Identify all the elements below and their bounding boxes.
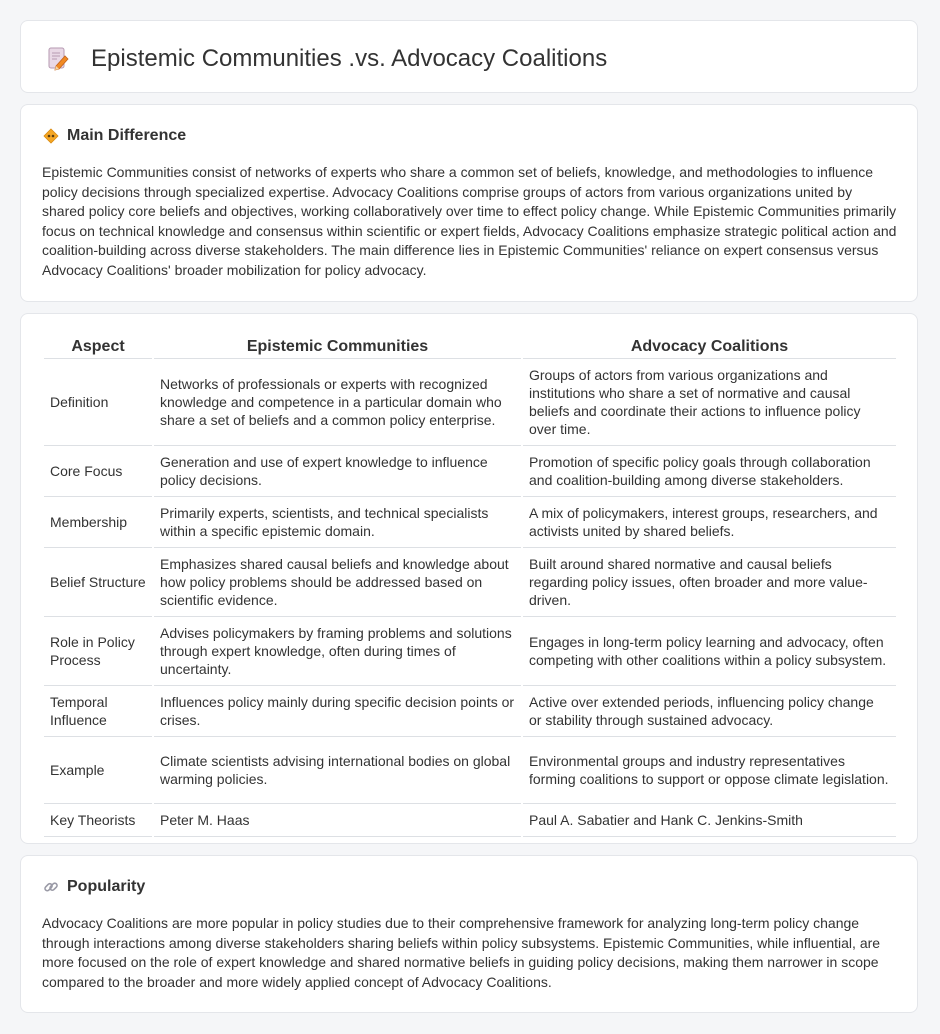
epistemic-cell: Peter M. Haas (154, 804, 521, 837)
aspect-cell: Belief Structure (44, 548, 152, 617)
aspect-cell: Temporal Influence (44, 686, 152, 737)
table-row (44, 617, 896, 686)
advocacy-cell: Groups of actors from various organizations and institutions who share a set of normative and causal beliefs and coordinate their actions to influence policy over time. (523, 359, 896, 446)
document-pencil-icon (47, 46, 69, 72)
page-title: Epistemic Communities .vs. Advocacy Coalitions (91, 45, 608, 72)
table-row (44, 497, 896, 548)
main-difference-text: Epistemic Communities consist of networks of experts who share a common set of beliefs, knowledge, and methodologies to influence policy decisions through specialized expertise. Advocacy Coalitions comprise groups of actors from various organizations united by shared policy core beliefs and objectives, working collaboratively over time to effect policy change. While Epistemic Communities primarily focus on technical knowledge and consensus within scientific or expert fields, Advocacy Coalitions emphasize strategic political action and coalition-building across diverse stakeholders. The main difference lies in Epistemic Communities' reliance on expert consensus versus Advocacy Coalitions' broader mobilization for policy advocacy. (42, 164, 897, 278)
popularity-heading (43, 878, 145, 896)
advocacy-cell: Built around shared normative and causal beliefs regarding policy issues, often broader and more value-driven. (523, 548, 896, 617)
popularity-title: Popularity (67, 878, 146, 895)
aspect-cell: Example (44, 737, 152, 804)
table-row (44, 737, 896, 804)
aspect-cell: Core Focus (44, 446, 152, 497)
diamond-icon (43, 128, 59, 144)
table-row (44, 804, 896, 837)
epistemic-cell: Influences policy mainly during specific decision points or crises. (154, 686, 521, 737)
header-advocacy: Advocacy Coalitions (523, 336, 896, 359)
table-row (44, 359, 896, 446)
table-header-row (44, 336, 896, 359)
aspect-cell: Role in Policy Process (44, 617, 152, 686)
main-difference-heading (43, 127, 186, 145)
advocacy-cell: Engages in long-term policy learning and advocacy, often competing with other coalitions within a policy subsystem. (523, 617, 896, 686)
table-row (44, 446, 896, 497)
epistemic-cell: Primarily experts, scientists, and technical specialists within a specific epistemic domain. (154, 497, 521, 548)
header-card (20, 20, 918, 93)
advocacy-cell: A mix of policymakers, interest groups, researchers, and activists united by shared beliefs. (523, 497, 896, 548)
table-row (44, 548, 896, 617)
epistemic-cell: Emphasizes shared causal beliefs and knowledge about how policy problems should be addressed based on scientific evidence. (154, 548, 521, 617)
comparison-section (20, 313, 918, 844)
advocacy-cell: Promotion of specific policy goals through collaboration and coalition-building among diverse stakeholders. (523, 446, 896, 497)
advocacy-cell: Environmental groups and industry representatives forming coalitions to support or oppose climate legislation. (523, 737, 896, 804)
popularity-text: Advocacy Coalitions are more popular in policy studies due to their comprehensive framework for analyzing long-term policy change through interactions among diverse stakeholders sharing beliefs within policy subsystems. Epistemic Communities, while influential, are more focused on the role of expert knowledge and shared normative beliefs in guiding policy decisions, making them narrower in scope compared to the broader and more widely applied concept of Advocacy Coalitions. (42, 915, 881, 990)
epistemic-cell: Climate scientists advising international bodies on global warming policies. (154, 737, 521, 804)
link-icon (43, 879, 59, 895)
epistemic-cell: Advises policymakers by framing problems and solutions through expert knowledge, often during times of uncertainty. (154, 617, 521, 686)
main-difference-title: Main Difference (67, 127, 187, 144)
advocacy-cell: Paul A. Sabatier and Hank C. Jenkins-Smith (523, 804, 896, 837)
epistemic-cell: Networks of professionals or experts with recognized knowledge and competence in a particular domain who share a set of beliefs and a common policy enterprise. (154, 359, 521, 446)
header-epistemic: Epistemic Communities (154, 336, 521, 359)
advocacy-cell: Active over extended periods, influencing policy change or stability through sustained advocacy. (523, 686, 896, 737)
main-difference-section (20, 104, 918, 302)
aspect-cell: Membership (44, 497, 152, 548)
aspect-cell: Definition (44, 359, 152, 446)
aspect-cell: Key Theorists (44, 804, 152, 837)
header (47, 45, 607, 73)
epistemic-cell: Generation and use of expert knowledge to influence policy decisions. (154, 446, 521, 497)
table-row (44, 686, 896, 737)
comparison-table (42, 336, 898, 837)
popularity-section (20, 855, 918, 1013)
header-aspect: Aspect (44, 336, 152, 359)
